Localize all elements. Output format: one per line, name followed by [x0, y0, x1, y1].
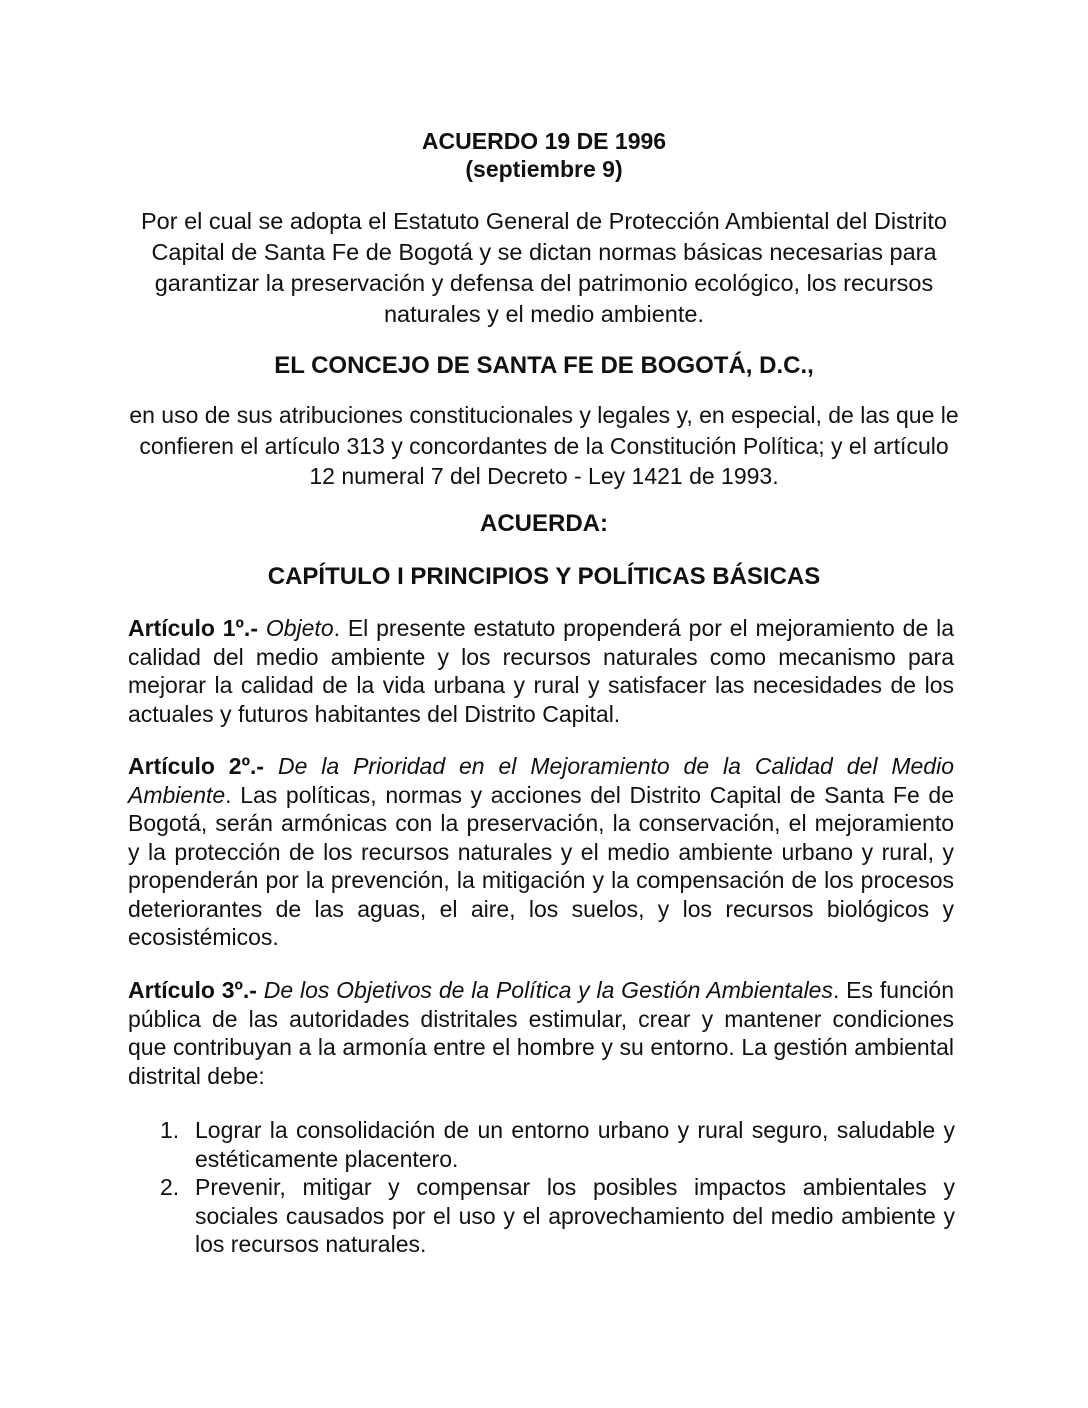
article-1-heading: Objeto — [265, 615, 334, 641]
list-item — [160, 1116, 955, 1173]
chapter-heading: CAPÍTULO I PRINCIPIOS Y POLÍTICAS BÁSICAS — [267, 563, 821, 590]
article-2-heading: De la Prioridad en el Mejoramiento de la Calidad del Medio Ambiente — [128, 753, 954, 808]
list-item-number: 2. — [160, 1174, 180, 1200]
article-1 — [128, 614, 954, 728]
article-3 — [128, 976, 954, 1090]
article-3-body: . Es función pública de las autoridades distritales estimular, crear y mantener condiciones que contribuyan a la armonía entre el hombre y su entorno. La gestión ambiental distrital debe: — [128, 977, 954, 1089]
document-title: ACUERDO 19 DE 1996 — [421, 128, 667, 154]
preamble: en uso de sus atribuciones constitucionales y legales y, en especial, de las que le confieren el artículo 313 y concordantes de la Constitución Política; y el artículo 12 numeral 7 del Decreto - Ley 1421 de 1993. — [129, 402, 959, 489]
article-3-label: Artículo 3º.- — [128, 977, 257, 1003]
article-2-body: . Las políticas, normas y acciones del Distrito Capital de Santa Fe de Bogotá, serán armónicas con la preservación, la conservación, el mejoramiento y la protección de los recursos naturales y el medio ambiente urbano y rural, y propenderán por la prevención, la mitigación y la compensación de los procesos deteriorantes de las aguas, el aire, los suelos, y los recursos biológicos y ecosistémicos. — [128, 781, 954, 950]
list-item-text: Prevenir, mitigar y compensar los posibles impactos ambientales y sociales causados por el uso y el aprovechamiento del medio ambiente y los recursos naturales. — [195, 1174, 955, 1257]
article-2-label: Artículo 2º.- — [128, 753, 265, 779]
article-1-label: Artículo 1º.- — [128, 615, 258, 641]
issuer-heading: EL CONCEJO DE SANTA FE DE BOGOTÁ, D.C., — [274, 352, 814, 379]
article-3-heading: De los Objetivos de la Política y la Gestión Ambientales — [263, 977, 833, 1003]
objectives-list — [160, 1116, 955, 1259]
list-item-text: Lograr la consolidación de un entorno urbano y rural seguro, saludable y estéticamente placentero. — [195, 1117, 955, 1172]
article-1-body: . El presente estatuto propenderá por el mejoramiento de la calidad del medio ambiente y los recursos naturales como mecanismo para mejorar la calidad de la vida urbana y rural y satisfacer las necesidades de los actuales y futuros habitantes del Distrito Capital. — [128, 615, 955, 727]
acuerda-heading: ACUERDA: — [480, 510, 608, 537]
article-2 — [128, 752, 954, 952]
list-item — [160, 1173, 955, 1259]
list-item-number: 1. — [160, 1117, 180, 1143]
document-summary: Por el cual se adopta el Estatuto General de Protección Ambiental del Distrito Capital de Santa Fe de Bogotá y se dictan normas básicas necesarias para garantizar la preservación y defensa del patrimonio ecológico, los recursos naturales y el medio ambiente. — [141, 208, 947, 327]
document-date: (septiembre 9) — [465, 156, 623, 182]
